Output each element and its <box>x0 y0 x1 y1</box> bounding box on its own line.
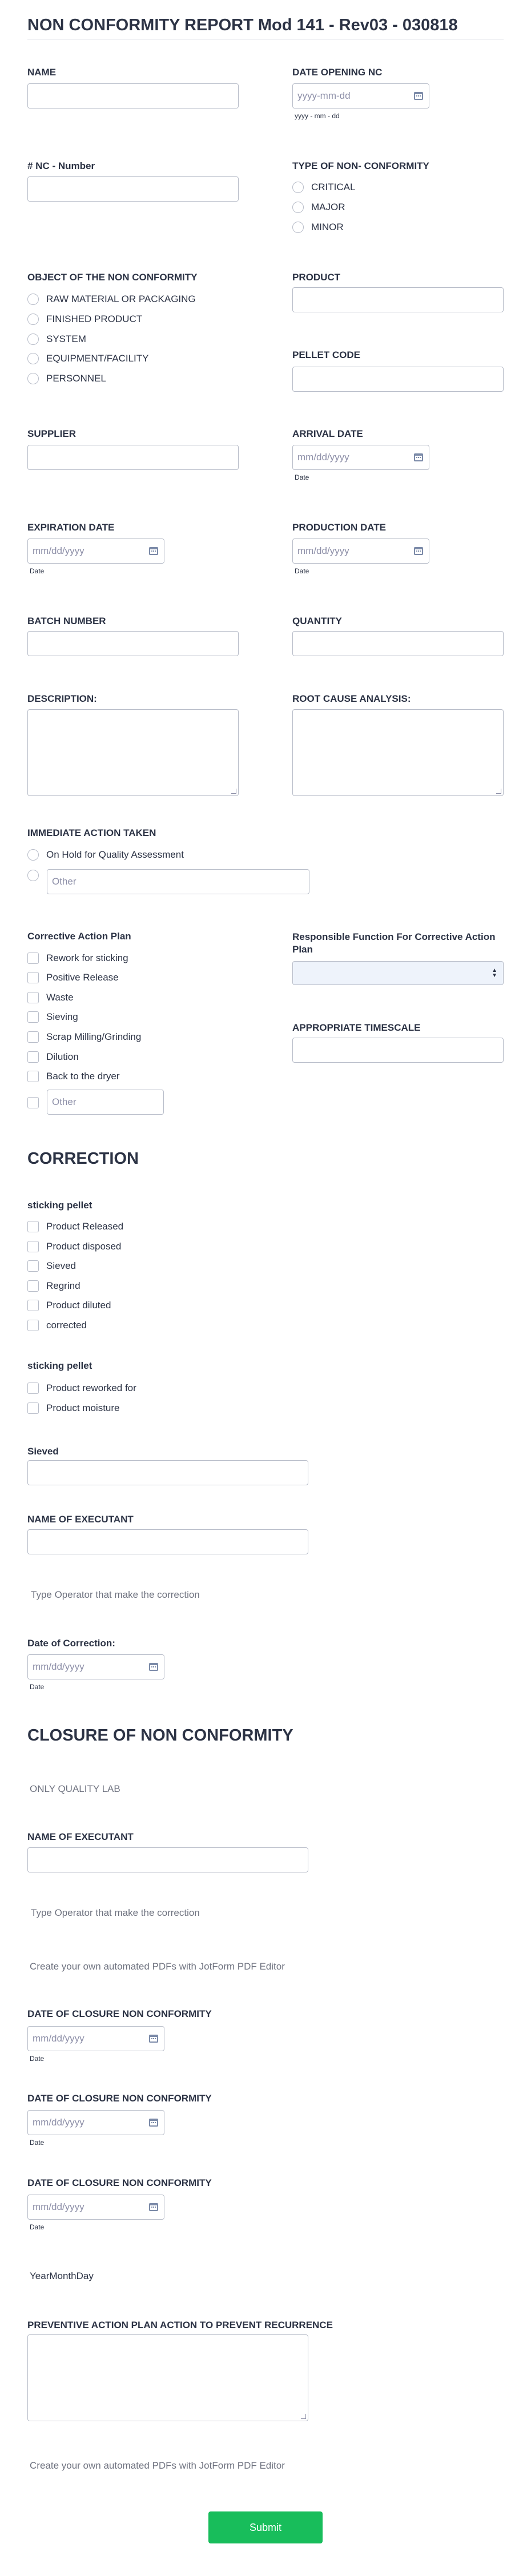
radio-circle[interactable] <box>27 333 39 345</box>
arrival-date-input[interactable]: mm/dd/yyyy <box>292 445 429 470</box>
closure-heading: CLOSURE OF NON CONFORMITY <box>27 1726 293 1745</box>
quantity-input[interactable] <box>292 631 504 656</box>
preventive-label: PREVENTIVE ACTION PLAN ACTION TO PREVENT RECURRENCE <box>27 2320 333 2330</box>
checkbox[interactable] <box>27 992 39 1003</box>
object-option[interactable]: FINISHED PRODUCT <box>27 314 142 325</box>
calendar-icon[interactable] <box>414 547 423 555</box>
sticking2-option[interactable]: Product reworked for <box>27 1383 136 1394</box>
closure-date1-sub: Date <box>30 2055 45 2063</box>
corrective-option[interactable]: Sieving <box>27 1011 78 1023</box>
radio-circle[interactable] <box>27 294 39 305</box>
batch-input[interactable] <box>27 631 239 656</box>
description-label: DESCRIPTION: <box>27 693 97 704</box>
closure-date2-sub: Date <box>30 2139 45 2147</box>
closure-date3-label: DATE OF CLOSURE NON CONFORMITY <box>27 2177 212 2188</box>
calendar-icon[interactable] <box>149 2119 158 2127</box>
object-option[interactable]: RAW MATERIAL OR PACKAGING <box>27 294 196 305</box>
quantity-label: QUANTITY <box>292 616 342 626</box>
executant-input[interactable] <box>27 1529 308 1554</box>
production-date-input[interactable]: mm/dd/yyyy <box>292 538 429 564</box>
description-textarea[interactable] <box>27 709 239 796</box>
checkbox[interactable] <box>27 1383 39 1394</box>
object-option[interactable]: EQUIPMENT/FACILITY <box>27 353 148 364</box>
corrective-other-input[interactable]: Other <box>47 1090 164 1115</box>
corrective-option[interactable]: Rework for sticking <box>27 953 128 964</box>
immediate-other-input[interactable]: Other <box>47 869 309 894</box>
calendar-icon[interactable] <box>149 2203 158 2211</box>
calendar-icon[interactable] <box>414 453 423 461</box>
date-correction-input[interactable]: mm/dd/yyyy <box>27 1654 164 1679</box>
timescale-label: APPROPRIATE TIMESCALE <box>292 1022 421 1033</box>
sieved-input[interactable] <box>27 1460 308 1485</box>
date-opening-placeholder: yyyy-mm-dd <box>297 90 351 101</box>
object-option[interactable]: SYSTEM <box>27 333 86 345</box>
date-opening-input[interactable] <box>292 83 429 108</box>
supplier-label: SUPPLIER <box>27 428 77 439</box>
root-cause-label: ROOT CAUSE ANALYSIS: <box>292 693 411 704</box>
corrective-option[interactable]: Positive Release <box>27 972 119 983</box>
sticking1-option[interactable]: Sieved <box>27 1260 76 1272</box>
name-input[interactable] <box>27 83 239 108</box>
calendar-icon[interactable] <box>414 92 423 100</box>
corrective-option[interactable]: Dilution <box>27 1051 79 1063</box>
radio-circle[interactable] <box>27 849 39 861</box>
closure-date2-input[interactable]: mm/dd/yyyy <box>27 2110 164 2135</box>
checkbox[interactable] <box>27 1011 39 1023</box>
radio-circle[interactable] <box>292 202 304 213</box>
nc-number-input[interactable] <box>27 176 239 202</box>
pellet-code-input[interactable] <box>292 367 504 392</box>
calendar-icon[interactable] <box>149 2035 158 2043</box>
product-input[interactable] <box>292 287 504 312</box>
corrective-option[interactable]: Waste <box>27 992 74 1003</box>
date-opening-label: DATE OPENING NC <box>292 67 383 78</box>
responsible-label: Responsible Function For Corrective Action Plan <box>292 931 496 955</box>
expiration-date-sub: Date <box>30 567 45 575</box>
radio-circle[interactable] <box>27 314 39 325</box>
date-correction-label: Date of Correction: <box>27 1638 115 1649</box>
closure-date3-sub: Date <box>30 2223 45 2231</box>
supplier-input[interactable] <box>27 445 239 470</box>
sticking1-option[interactable]: corrected <box>27 1320 87 1331</box>
object-option[interactable]: PERSONNEL <box>27 373 106 384</box>
closure-date1-label: DATE OF CLOSURE NON CONFORMITY <box>27 2008 212 2019</box>
checkbox[interactable] <box>27 1241 39 1252</box>
radio-circle[interactable] <box>27 870 39 881</box>
type-label: TYPE OF NON- CONFORMITY <box>292 160 429 171</box>
operator2-text: Type Operator that make the correction <box>31 1907 200 1918</box>
operator-text: Type Operator that make the correction <box>31 1589 200 1600</box>
executant2-label: NAME OF EXECUTANT <box>27 1831 134 1842</box>
sticking1-option[interactable]: Product disposed <box>27 1241 121 1252</box>
arrival-label: ARRIVAL DATE <box>292 428 363 439</box>
select-arrows-icon: ▲ ▼ <box>492 967 497 979</box>
calendar-icon[interactable] <box>149 547 158 555</box>
executant-label: NAME OF EXECUTANT <box>27 1514 134 1525</box>
production-date-sub: Date <box>295 567 309 575</box>
checkbox[interactable] <box>27 972 39 983</box>
corrective-option-other[interactable] <box>27 1097 46 1108</box>
date-correction-sub: Date <box>30 1683 45 1691</box>
radio-circle[interactable] <box>292 182 304 193</box>
type-option-critical[interactable]: CRITICAL <box>292 182 355 193</box>
preventive-textarea[interactable] <box>27 2334 308 2421</box>
date-opening-sub: yyyy - mm - dd <box>295 112 340 120</box>
closure-date1-input[interactable]: mm/dd/yyyy <box>27 2026 164 2051</box>
sticking1-label: sticking pellet <box>27 1200 92 1211</box>
closure-date2-label: DATE OF CLOSURE NON CONFORMITY <box>27 2093 212 2104</box>
checkbox[interactable] <box>27 1260 39 1272</box>
batch-label: BATCH NUMBER <box>27 616 106 626</box>
checkbox[interactable] <box>27 1051 39 1063</box>
sticking1-option[interactable]: Product Released <box>27 1221 123 1232</box>
corrective-option[interactable]: Back to the dryer <box>27 1071 120 1082</box>
submit-button[interactable]: Submit <box>208 2511 323 2543</box>
form-title: NON CONFORMITY REPORT Mod 141 - Rev03 - 030818 <box>27 16 458 34</box>
responsible-select[interactable] <box>292 961 504 985</box>
only-quality-text: ONLY QUALITY LAB <box>30 1783 120 1794</box>
checkbox[interactable] <box>27 1071 39 1082</box>
corrective-option[interactable]: Scrap Milling/Grinding <box>27 1031 141 1043</box>
arrival-date-sub: Date <box>295 473 309 481</box>
closure-date3-input[interactable]: mm/dd/yyyy <box>27 2195 164 2220</box>
sieved-label: Sieved <box>27 1446 59 1457</box>
sticking1-option[interactable]: Regrind <box>27 1280 81 1292</box>
checkbox[interactable] <box>27 1031 39 1043</box>
calendar-icon[interactable] <box>149 1663 158 1671</box>
checkbox[interactable] <box>27 953 39 964</box>
executant2-input[interactable] <box>27 1847 308 1872</box>
product-label: PRODUCT <box>292 272 341 283</box>
corrective-label: Corrective Action Plan <box>27 931 131 942</box>
pdf-editor-text-2: Create your own automated PDFs with JotForm PDF Editor <box>30 2460 285 2471</box>
expiration-date-input[interactable]: mm/dd/yyyy <box>27 538 164 564</box>
yearmonthday-text: YearMonthDay <box>30 2270 94 2281</box>
radio-circle[interactable] <box>27 353 39 364</box>
sticking1-option[interactable]: Product diluted <box>27 1300 111 1311</box>
timescale-input[interactable] <box>292 1038 504 1063</box>
root-cause-textarea[interactable] <box>292 709 504 796</box>
checkbox[interactable] <box>27 1320 39 1331</box>
expiration-label: EXPIRATION DATE <box>27 522 115 533</box>
nc-number-label: # NC - Number <box>27 160 95 171</box>
checkbox[interactable] <box>27 1402 39 1414</box>
checkbox[interactable] <box>27 1300 39 1311</box>
radio-circle[interactable] <box>27 373 39 384</box>
immediate-label: IMMEDIATE ACTION TAKEN <box>27 827 156 838</box>
sticking2-option[interactable]: Product moisture <box>27 1402 120 1414</box>
type-option-major[interactable]: MAJOR <box>292 202 345 213</box>
type-option-minor[interactable]: MINOR <box>292 222 344 233</box>
production-label: PRODUCTION DATE <box>292 522 387 533</box>
correction-heading: CORRECTION <box>27 1150 139 1168</box>
sticking2-label: sticking pellet <box>27 1360 92 1371</box>
checkbox[interactable] <box>27 1097 39 1108</box>
radio-circle[interactable] <box>292 222 304 233</box>
object-label: OBJECT OF THE NON CONFORMITY <box>27 272 198 283</box>
checkbox[interactable] <box>27 1280 39 1292</box>
name-label: NAME <box>27 67 57 78</box>
pdf-editor-text: Create your own automated PDFs with JotForm PDF Editor <box>30 1961 285 1972</box>
checkbox[interactable] <box>27 1221 39 1232</box>
pellet-code-label: PELLET CODE <box>292 349 361 360</box>
immediate-option-other[interactable] <box>27 870 46 881</box>
immediate-option-hold[interactable]: On Hold for Quality Assessment <box>27 849 184 861</box>
